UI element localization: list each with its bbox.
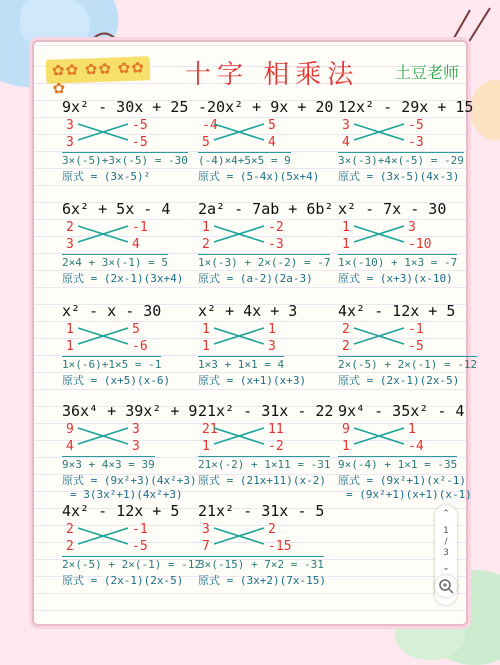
cross-check: (-4)×4+5×5 = 9 bbox=[198, 154, 291, 167]
right-factor-bottom: -5 bbox=[132, 135, 148, 150]
left-factor-bottom: 3 bbox=[66, 135, 74, 150]
zoom-icon bbox=[435, 575, 457, 597]
right-factor-bottom: 4 bbox=[268, 135, 276, 150]
page-total: 3 bbox=[443, 548, 449, 558]
factored-result: 原式 = (2x-1)(2x-5) bbox=[62, 574, 184, 587]
problem-equation: 2a² - 7ab + 6b² bbox=[198, 200, 334, 218]
left-factor-top: 3 bbox=[202, 522, 210, 537]
cross-lines bbox=[212, 326, 266, 346]
chevron-down-icon[interactable]: ⌄ bbox=[442, 563, 450, 573]
left-factor-bottom: 1 bbox=[66, 339, 74, 354]
problem-equation: 6x² + 5x - 4 bbox=[62, 200, 171, 218]
cross-lines bbox=[212, 122, 266, 142]
cross-check: 1×3 + 1×1 = 4 bbox=[198, 358, 285, 371]
cross-lines bbox=[76, 326, 130, 346]
right-factor-bottom: -5 bbox=[132, 539, 148, 554]
factored-result: 原式 = (9x²+3)(4x²+3) bbox=[62, 474, 197, 487]
factored-result: 原式 = (3x-5)(4x-3) bbox=[338, 170, 460, 183]
cross-check: 3×(-3)+4×(-5) = -29 bbox=[338, 154, 464, 167]
left-factor-top: 3 bbox=[342, 118, 350, 133]
left-factor-top: 2 bbox=[66, 522, 74, 537]
left-factor-top: 2 bbox=[66, 220, 74, 235]
cross-check: 3×(-15) + 7×2 = -31 bbox=[198, 558, 324, 571]
right-factor-bottom: -15 bbox=[268, 539, 292, 554]
right-factor-top: 5 bbox=[268, 118, 276, 133]
problem-equation: 21x² - 31x - 22 bbox=[198, 402, 334, 420]
right-factor-bottom: 3 bbox=[132, 439, 140, 454]
zoom-button[interactable] bbox=[435, 575, 457, 597]
problem-card bbox=[198, 402, 334, 497]
problem-equation: x² - x - 30 bbox=[62, 302, 162, 320]
problem-equation: 12x² - 29x + 15 bbox=[338, 98, 474, 116]
factored-result: 原式 = (2x-1)(3x+4) bbox=[62, 272, 184, 285]
problem-card bbox=[198, 302, 328, 397]
right-factor-top: 11 bbox=[268, 422, 284, 437]
right-factor-bottom: -10 bbox=[408, 237, 432, 252]
right-factor-top: 2 bbox=[268, 522, 276, 537]
problem-card bbox=[198, 200, 334, 295]
cross-lines bbox=[212, 426, 266, 446]
left-factor-bottom: 1 bbox=[342, 237, 350, 252]
chevron-up-icon[interactable]: ⌃ bbox=[442, 509, 450, 519]
factored-result: 原式 = (x+5)(x-6) bbox=[62, 374, 171, 387]
left-factor-top: 9 bbox=[66, 422, 74, 437]
right-factor-bottom: -3 bbox=[408, 135, 424, 150]
factored-result: 原式 = (x+1)(x+3) bbox=[198, 374, 307, 387]
worksheet-header bbox=[40, 50, 460, 98]
title-badge: ✿✿ ✿✿ ✿✿ ✿ bbox=[46, 56, 151, 84]
left-factor-bottom: 5 bbox=[202, 135, 210, 150]
problem-equation: 36x⁴ + 39x² + 9 bbox=[62, 402, 198, 420]
cross-check: 2×(-5) + 2×(-1) = -12 bbox=[62, 558, 202, 571]
right-factor-top: -1 bbox=[132, 220, 148, 235]
cross-lines bbox=[352, 426, 406, 446]
problem-card bbox=[62, 302, 192, 397]
right-factor-top: 1 bbox=[408, 422, 416, 437]
factored-result: 原式 = (x+3)(x-10) bbox=[338, 272, 453, 285]
left-factor-bottom: 2 bbox=[342, 339, 350, 354]
cross-lines bbox=[76, 426, 130, 446]
problem-card bbox=[338, 302, 478, 397]
left-factor-top: 1 bbox=[202, 322, 210, 337]
left-factor-top: 9 bbox=[342, 422, 350, 437]
right-factor-bottom: 4 bbox=[132, 237, 140, 252]
left-factor-bottom: 4 bbox=[342, 135, 350, 150]
problem-equation: x² - 7x - 30 bbox=[338, 200, 447, 218]
left-factor-top: 1 bbox=[66, 322, 74, 337]
left-factor-bottom: 2 bbox=[202, 237, 210, 252]
problem-equation: x² + 4x + 3 bbox=[198, 302, 298, 320]
right-factor-top: -2 bbox=[268, 220, 284, 235]
cross-check: 3×(-5)+3×(-5) = -30 bbox=[62, 154, 188, 167]
problem-equation: 9x⁴ - 35x² - 4 bbox=[338, 402, 465, 420]
cross-lines bbox=[212, 526, 266, 546]
cross-check: 9×(-4) + 1×1 = -35 bbox=[338, 458, 458, 471]
factored-result: 原式 = (a-2)(2a-3) bbox=[198, 272, 313, 285]
left-factor-bottom: 4 bbox=[66, 439, 74, 454]
right-factor-bottom: -4 bbox=[408, 439, 424, 454]
right-factor-bottom: -6 bbox=[132, 339, 148, 354]
page-sep: / bbox=[444, 537, 448, 547]
right-factor-top: 3 bbox=[408, 220, 416, 235]
right-factor-top: -5 bbox=[132, 118, 148, 133]
factored-result: 原式 = (3x-5)² bbox=[62, 170, 151, 183]
problem-card bbox=[338, 98, 474, 193]
problem-card bbox=[62, 502, 202, 597]
left-factor-top: 1 bbox=[202, 220, 210, 235]
left-factor-top: 21 bbox=[202, 422, 218, 437]
cross-lines bbox=[76, 526, 130, 546]
left-factor-top: -4 bbox=[202, 118, 218, 133]
cross-lines bbox=[76, 224, 130, 244]
factored-result: 原式 = (5-4x)(5x+4) bbox=[198, 170, 320, 183]
right-factor-top: -5 bbox=[408, 118, 424, 133]
problem-equation: -20x² + 9x + 20 bbox=[198, 98, 334, 116]
cross-lines bbox=[352, 224, 406, 244]
teacher-signature: 土豆老师 bbox=[395, 63, 460, 82]
problem-card bbox=[338, 200, 468, 295]
problem-card bbox=[338, 402, 472, 501]
factored-extra: = 3(3x²+1)(4x²+3) bbox=[70, 488, 183, 501]
cross-lines bbox=[212, 224, 266, 244]
cross-check: 9×3 + 4×3 = 39 bbox=[62, 458, 155, 471]
factored-extra: = (9x²+1)(x+1)(x-1) bbox=[346, 488, 472, 501]
right-factor-top: 5 bbox=[132, 322, 140, 337]
cross-lines bbox=[76, 122, 130, 142]
right-factor-bottom: -5 bbox=[408, 339, 424, 354]
cross-check: 2×4 + 3×(-1) = 5 bbox=[62, 256, 168, 269]
cross-check: 2×(-5) + 2×(-1) = -12 bbox=[338, 358, 478, 371]
left-factor-bottom: 1 bbox=[342, 439, 350, 454]
cross-lines bbox=[352, 122, 406, 142]
page-current: 1 bbox=[443, 526, 449, 536]
factored-result: 原式 = (2x-1)(2x-5) bbox=[338, 374, 460, 387]
left-factor-top: 1 bbox=[342, 220, 350, 235]
cross-check: 21×(-2) + 1×11 = -31 bbox=[198, 458, 331, 471]
problem-card bbox=[62, 98, 192, 193]
right-factor-bottom: 3 bbox=[268, 339, 276, 354]
problem-equation: 21x² - 31x - 5 bbox=[198, 502, 325, 520]
decor-orange-blob bbox=[470, 80, 500, 140]
left-factor-bottom: 7 bbox=[202, 539, 210, 554]
cross-check: 1×(-10) + 1×3 = -7 bbox=[338, 256, 458, 269]
problem-equation: 4x² - 12x + 5 bbox=[338, 302, 456, 320]
factored-result: 原式 = (3x+2)(7x-15) bbox=[198, 574, 326, 587]
problem-equation: 9x² - 30x + 25 bbox=[62, 98, 189, 116]
right-factor-top: 3 bbox=[132, 422, 140, 437]
left-factor-top: 3 bbox=[66, 118, 74, 133]
cross-lines bbox=[352, 326, 406, 346]
right-factor-top: 1 bbox=[268, 322, 276, 337]
page-title: 十字 相乘法 bbox=[185, 60, 360, 90]
problem-equation: 4x² - 12x + 5 bbox=[62, 502, 180, 520]
left-factor-bottom: 2 bbox=[66, 539, 74, 554]
left-factor-bottom: 1 bbox=[202, 339, 210, 354]
factored-result: 原式 = (9x²+1)(x²-1) bbox=[338, 474, 466, 487]
right-factor-bottom: -2 bbox=[268, 439, 284, 454]
problem-card bbox=[62, 200, 192, 295]
left-factor-bottom: 3 bbox=[66, 237, 74, 252]
left-factor-top: 2 bbox=[342, 322, 350, 337]
left-factor-bottom: 1 bbox=[202, 439, 210, 454]
cross-check: 1×(-3) + 2×(-2) = -7 bbox=[198, 256, 331, 269]
problem-card bbox=[62, 402, 198, 501]
factored-result: 原式 = (21x+11)(x-2) bbox=[198, 474, 326, 487]
problem-card bbox=[198, 502, 328, 597]
cross-check: 1×(-6)+1×5 = -1 bbox=[62, 358, 162, 371]
right-factor-top: -1 bbox=[408, 322, 424, 337]
problem-card bbox=[198, 98, 334, 193]
right-factor-bottom: -3 bbox=[268, 237, 284, 252]
right-factor-top: -1 bbox=[132, 522, 148, 537]
